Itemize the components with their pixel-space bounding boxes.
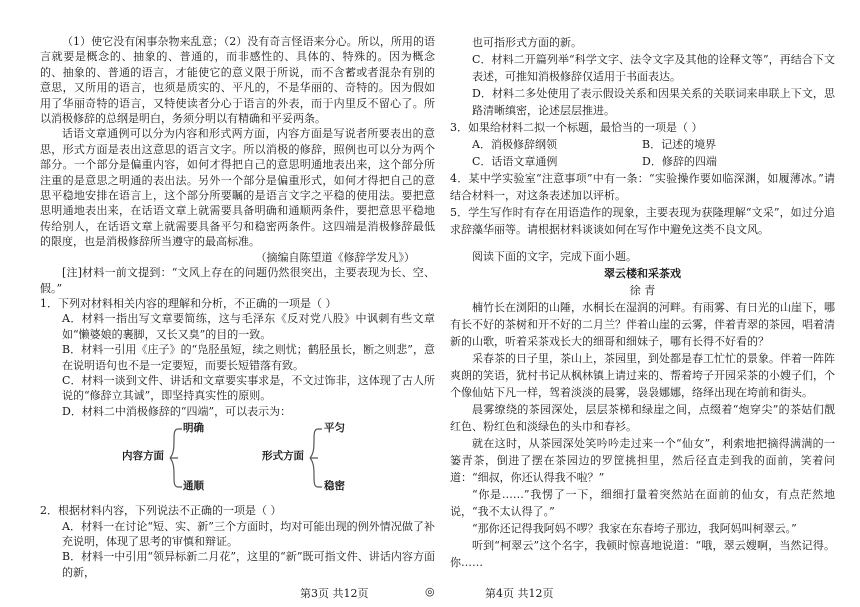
question-1-option-b[interactable]: B．材料一引用《庄子》的“凫胫虽短，续之则忧；鹤胫虽长，断之则悲”，意在说明语句也不是一定要短，而要长短错落有致。 <box>62 343 435 372</box>
diagram-brackets <box>40 419 435 497</box>
question-3-option-a[interactable]: A．消极修辞纲领 <box>472 138 557 151</box>
question-1-option-c[interactable]: C．材料一谈到文件、讲话和文章要实事求是，不文过饰非，这体现了古人所说的“修辞立其诚”，即坚持真实性的原则。 <box>62 373 435 403</box>
question-2-option-c[interactable]: C．材料二开篇列举“科学文字、法令文字及其他的诠释文等”，再结合下文表述，可推知消极修辞仅适用于书面表达。 <box>472 53 835 83</box>
question-1-option-a[interactable]: A．材料一指出写文章要简练，这与毛泽东《反对党八股》中讽刺有些文章如“懒婆娘的裹脚，又长又臭”的目的一致。 <box>62 312 435 341</box>
diagram-content-label: 内容方面 <box>122 450 164 463</box>
story-paragraph-7: 听到“柯翠云”这个名字，我顿时惊喜地说道：“哦，翠云嫂啊，当然记得。你…… <box>450 539 835 569</box>
question-2-stem: 2．根据材料内容，下列说法不正确的一项是（ ） <box>40 504 282 518</box>
question-2-option-a[interactable]: A．材料一在讨论“短、实、新”三个方面时，均对可能出现的例外情况做了补充说明，体现了思考的审慎和辩证。 <box>62 519 435 548</box>
reading-instruction: 阅读下面的文字，完成下面小题。 <box>472 250 637 263</box>
question-3-option-d[interactable]: D．修辞的四端 <box>642 155 717 168</box>
four-ends-diagram <box>40 419 435 497</box>
footer-left-page-number: 第3页 共12页 <box>300 587 369 600</box>
story-paragraph-5: “你是……”我愣了一下，细细打量着突然站在面前的仙女，有点茫然地说，“我不太认得了。” <box>450 488 835 518</box>
diagram-mingque: 明确 <box>183 422 204 435</box>
question-2-option-d[interactable]: D．材料二多处使用了表示假设关系和因果关系的关联词来串联上下文，思路清晰缜密，论述层层推进。 <box>472 87 835 117</box>
left-column <box>40 34 435 580</box>
question-3-option-b[interactable]: B．记述的境界 <box>642 138 717 151</box>
question-1-option-d[interactable]: D．材料二中消极修辞的“四端”，可以表示为： <box>62 404 292 418</box>
right-column <box>450 34 835 571</box>
question-3-options-row-1 <box>450 136 835 153</box>
diagram-form-label: 形式方面 <box>262 450 304 463</box>
question-3-options-row-2 <box>450 153 835 170</box>
question-3-stem: 3．如果给材料二拟一个标题，最恰当的一项是（ ） <box>450 121 703 134</box>
question-1-stem: 1．下列对材料相关内容的理解和分析，不正确的一项是（ ） <box>40 296 337 310</box>
footer-center-mark: ◎ <box>425 585 435 598</box>
story-paragraph-1: 楠竹长在浏阳的山陲，水桐长在湿润的河畔。有雨雾、有日光的山崖下，哪有长不好的茶树和开不好的二月兰？伴着山崖的云雾，伴着青翠的茶园，唱着清新的山歌，听着采茶戏长大的细哥和细妹子，哪有长得不好看的？ <box>450 301 835 348</box>
material-source: （摘编自陈望道《修辞学发凡》） <box>255 250 415 264</box>
story-paragraph-4: 就在这时，从茶园深处笑吟吟走过来一个“仙女”，利索地把摘得满满的一篓青茶，倒进了摆在茶园边的罗筐挑担里，然后径直走到我的面前，笑着问道：“细叔，你还认得我不啦？” <box>450 437 835 484</box>
diagram-wenmi: 稳密 <box>324 480 345 493</box>
footer-right-page-number: 第4页 共12页 <box>485 587 554 600</box>
question-4: 4．某中学实验室“注意事项”中有一条：“实验操作要如临深渊，如履薄冰。”请结合材料一，对这条表述加以评析。 <box>450 172 835 202</box>
question-2-option-b[interactable]: B．材料一中引用“领异标新二月花”，这里的“新”既可指文件、讲话内容方面的新， <box>62 550 435 579</box>
question-5: 5．学生写作时有存在用语造作的现象，主要表现为获隆理解“文采”，如过分追求辞藻华丽等。请根据材料谈谈如何在写作中避免这类不良文风。 <box>450 206 835 236</box>
story-author: 徐 青 <box>629 284 656 297</box>
story-paragraph-6: “那你还记得我阿妈不啰？我家在东春垮子那边，我阿妈叫柯翠云。” <box>472 522 797 535</box>
story-paragraph-2: 采春茶的日子里，茶山上，茶园里，到处都是春工忙忙的景象。伴着一阵阵爽朗的笑语，犹村书记从枫林镇上请过来的、帮着垮子开园采茶的小嫂子们，个个像仙姑下凡一样，驾着淡淡的晨雾，袅袅娜娜，络绎出现在垮前和街头。 <box>450 352 835 399</box>
material-paragraph-2: 话语文章通例可以分为内容和形式两方面，内容方面是写说者所要表出的意思，形式方面是表出这意思的语言文字。所以消极的修辞，照例也可以分为两个部分。一个部分是偏重内容，如何才得把自己的意思明通地表出来，这个部分所注重的是意思之明通的表出法。另外一个部分是偏重形式，如何才得把自己的意思平稳地安排在语言上，这个部分所要瞩的是语言文字之平稳的使用法。要把意思明通地表出来，在话语文章上就需要具备明确和通顺两条件，要把意思平稳地传给别人，在话语文章上就需要具备平匀和稳密两条件。这四端是消极修辞最低的限度，也是消极修辞所当遵守的最高标准。 <box>40 127 435 249</box>
question-2-option-b-continued: 也可指形式方面的新。 <box>472 36 582 49</box>
diagram-pingyun: 平匀 <box>324 422 345 435</box>
material-paragraph-1: （1）使它没有闲事杂物来乱意；（2）没有奇言怪语来分心。所以，所用的语言就要是概念的、抽象的、普通的，而非感性的、具体的、特殊的。因为概念的、抽象的、普通的语言，才能使它的意义限于所说，而不含蓄或者混杂有别的意思，又所用的语言，也须是质实的、平凡的，不是华丽的、奇特的。因为假如用了华丽奇特的语言，又特使读者分心于语言的外表，而于内里反不留心了。所以消极修辞的总纲是明白，务须分明以有精确和平妥两条。 <box>40 35 435 126</box>
question-3-option-c[interactable]: C．话语文章通例 <box>472 155 558 168</box>
material-note: [注]材料一前文提到：“文风上存在的问题仍然很突出，主要表现为长、空、假。” <box>40 266 435 295</box>
story-paragraph-3: 晨雾缭绕的茶园深处，层层茶梯和绿崖之间，点缀着“炮穿尖”的茶姑们靓红色、粉红色和淡绿色的头巾和春衫。 <box>450 403 835 433</box>
diagram-tongshun: 通顺 <box>183 480 204 493</box>
story-title: 翠云楼和采茶戏 <box>604 267 681 280</box>
